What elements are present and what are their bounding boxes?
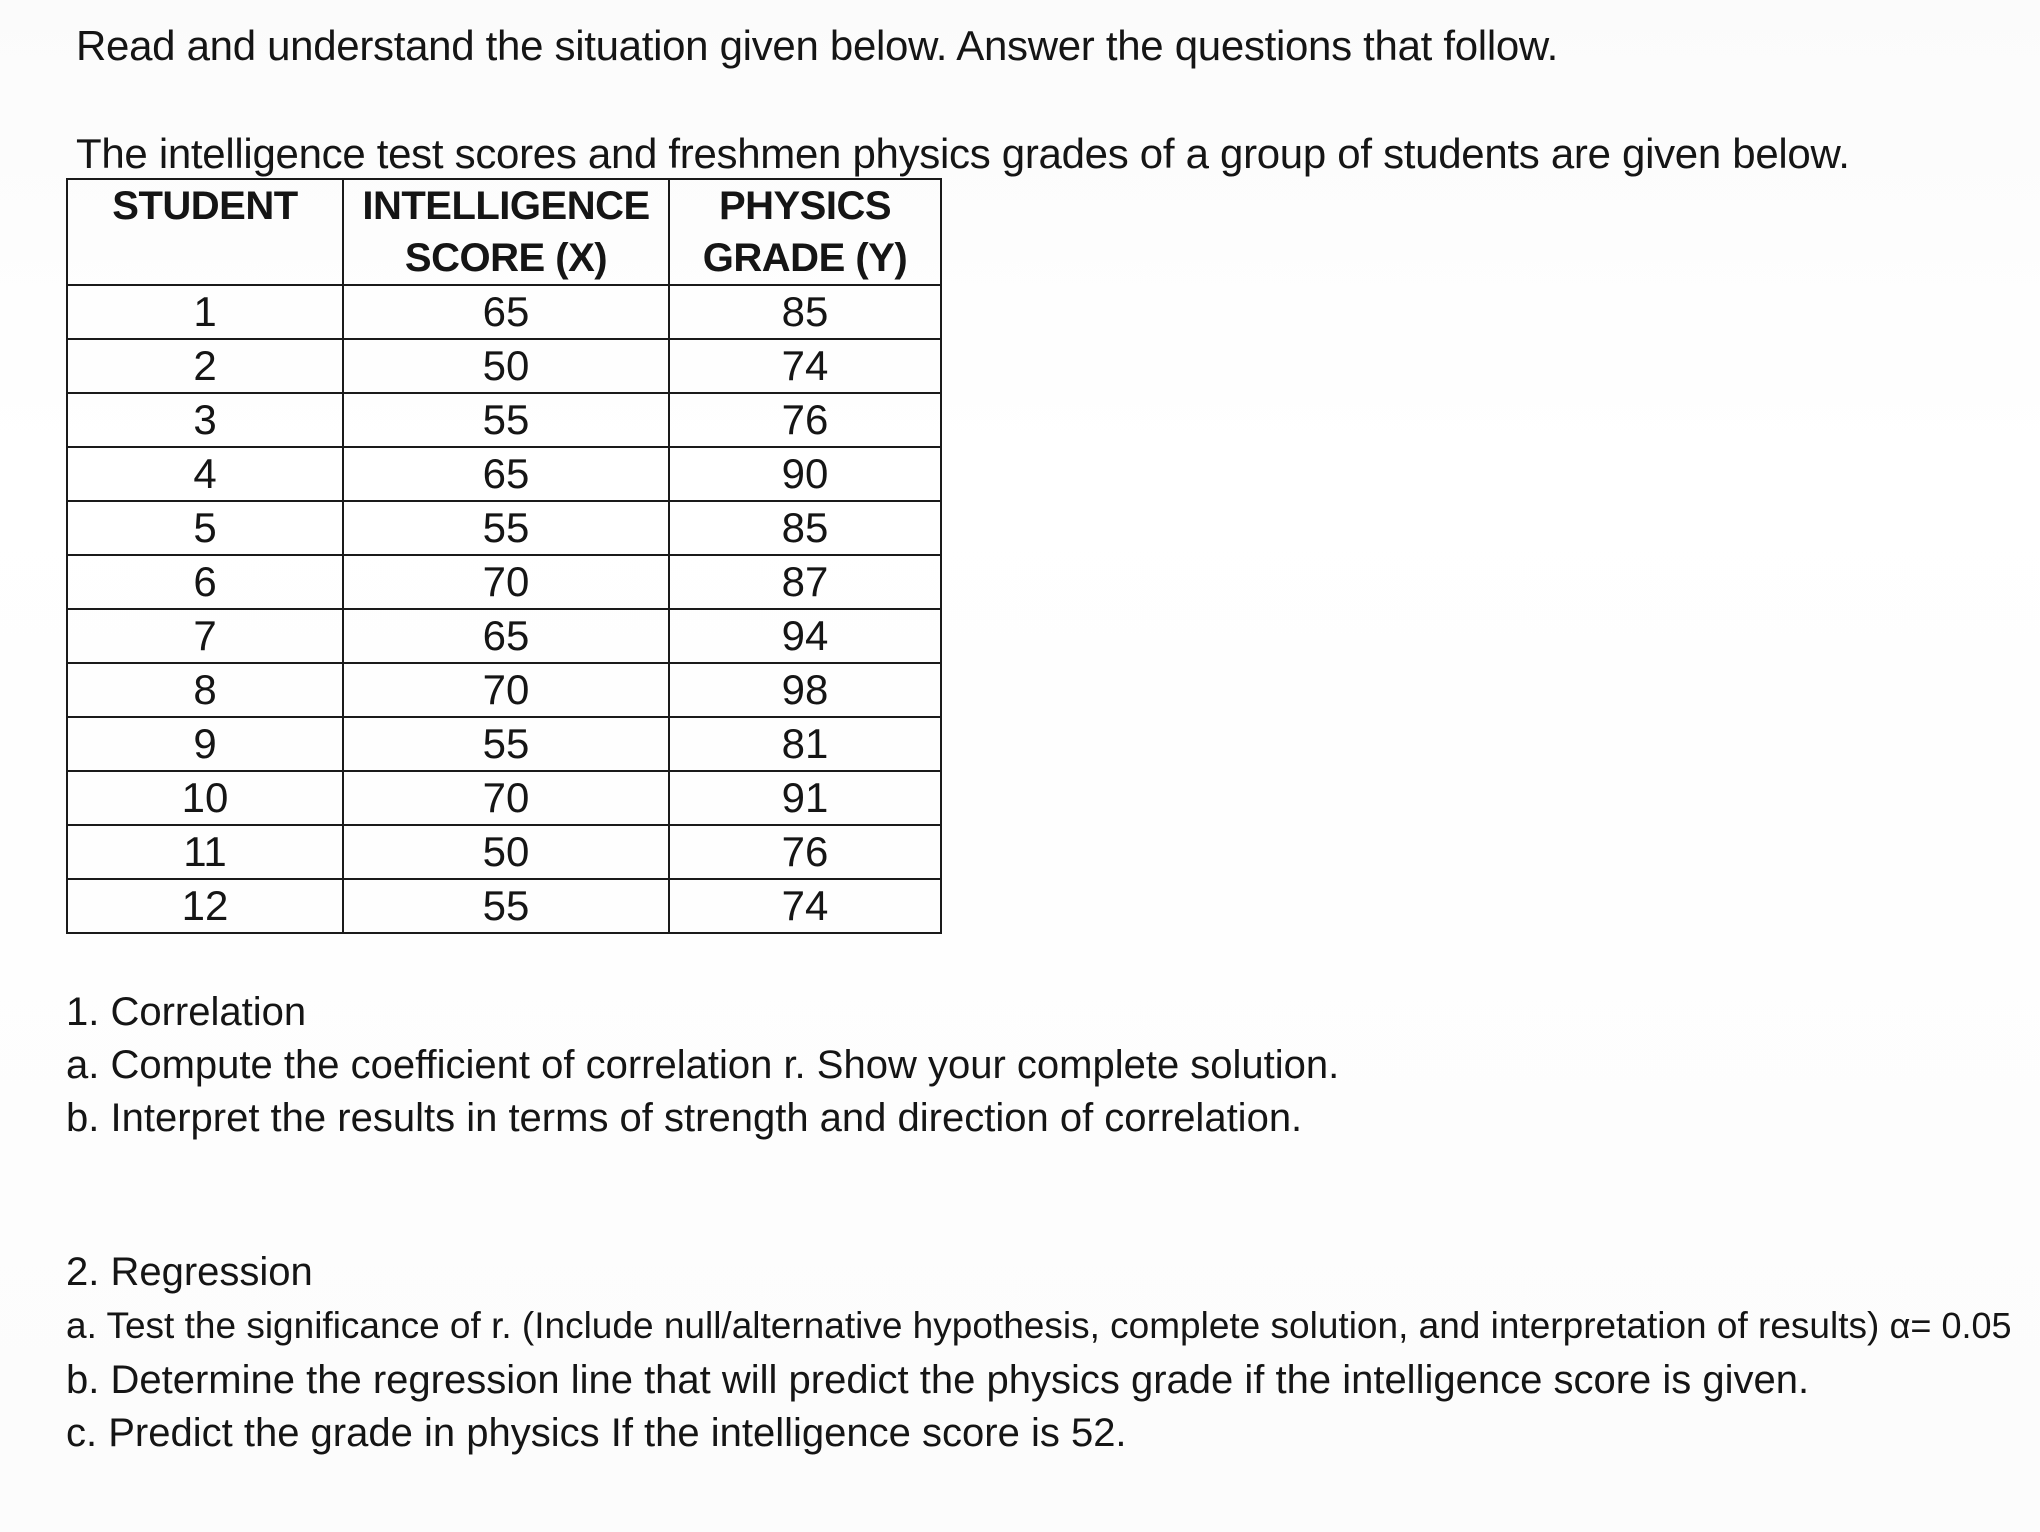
cell-score: 65 xyxy=(343,609,669,663)
question-2b: b. Determine the regression line that will predict the physics grade if the intelligence score is given. xyxy=(66,1358,1810,1402)
table-row xyxy=(67,339,941,393)
cell-score: 50 xyxy=(343,825,669,879)
table-row xyxy=(67,609,941,663)
cell-grade: 91 xyxy=(669,771,941,825)
cell-student: 7 xyxy=(67,609,343,663)
cell-grade: 81 xyxy=(669,717,941,771)
cell-student: 3 xyxy=(67,393,343,447)
scores-table xyxy=(66,178,942,934)
cell-student: 1 xyxy=(67,285,343,339)
question-1b: b. Interpret the results in terms of strength and direction of correlation. xyxy=(66,1096,1303,1140)
cell-score: 70 xyxy=(343,771,669,825)
cell-grade: 74 xyxy=(669,339,941,393)
cell-grade: 76 xyxy=(669,393,941,447)
table-row xyxy=(67,393,941,447)
cell-score: 70 xyxy=(343,663,669,717)
cell-student: 6 xyxy=(67,555,343,609)
cell-score: 55 xyxy=(343,879,669,933)
table-row xyxy=(67,825,941,879)
question-2c: c. Predict the grade in physics If the intelligence score is 52. xyxy=(66,1411,1127,1455)
table-row xyxy=(67,879,941,933)
table-header-row xyxy=(67,179,941,285)
cell-student: 10 xyxy=(67,771,343,825)
header-student: STUDENT xyxy=(67,179,343,285)
cell-student: 9 xyxy=(67,717,343,771)
table-row xyxy=(67,555,941,609)
situation-text: The intelligence test scores and freshmen physics grades of a group of students are given below. xyxy=(76,130,1850,177)
table-row xyxy=(67,663,941,717)
cell-student: 4 xyxy=(67,447,343,501)
cell-score: 65 xyxy=(343,447,669,501)
cell-grade: 76 xyxy=(669,825,941,879)
alpha-level: α= 0.05 xyxy=(1889,1305,2012,1346)
question-1a: a. Compute the coefficient of correlation r. Show your complete solution. xyxy=(66,1043,1340,1087)
table-row xyxy=(67,447,941,501)
cell-grade: 85 xyxy=(669,285,941,339)
cell-score: 55 xyxy=(343,717,669,771)
instructions-text: Read and understand the situation given below. Answer the questions that follow. xyxy=(76,22,1559,69)
section-regression-title: 2. Regression xyxy=(66,1250,313,1294)
cell-score: 55 xyxy=(343,393,669,447)
table-row xyxy=(67,285,941,339)
cell-student: 5 xyxy=(67,501,343,555)
header-physics-grade: PHYSICS GRADE (Y) xyxy=(669,179,941,285)
cell-student: 12 xyxy=(67,879,343,933)
question-2a xyxy=(66,1305,2012,1347)
cell-score: 55 xyxy=(343,501,669,555)
table-row xyxy=(67,501,941,555)
cell-student: 11 xyxy=(67,825,343,879)
cell-grade: 74 xyxy=(669,879,941,933)
table-row xyxy=(67,771,941,825)
cell-score: 65 xyxy=(343,285,669,339)
section-correlation-title: 1. Correlation xyxy=(66,990,307,1034)
cell-grade: 94 xyxy=(669,609,941,663)
cell-grade: 90 xyxy=(669,447,941,501)
cell-score: 70 xyxy=(343,555,669,609)
cell-grade: 87 xyxy=(669,555,941,609)
table-row xyxy=(67,717,941,771)
cell-grade: 98 xyxy=(669,663,941,717)
header-intelligence-score: INTELLIGENCE SCORE (X) xyxy=(343,179,669,285)
cell-student: 8 xyxy=(67,663,343,717)
question-2a-text: a. Test the significance of r. (Include null/alternative hypothesis, complete solution, and interpretation of results) xyxy=(66,1305,1880,1346)
cell-student: 2 xyxy=(67,339,343,393)
cell-score: 50 xyxy=(343,339,669,393)
cell-grade: 85 xyxy=(669,501,941,555)
